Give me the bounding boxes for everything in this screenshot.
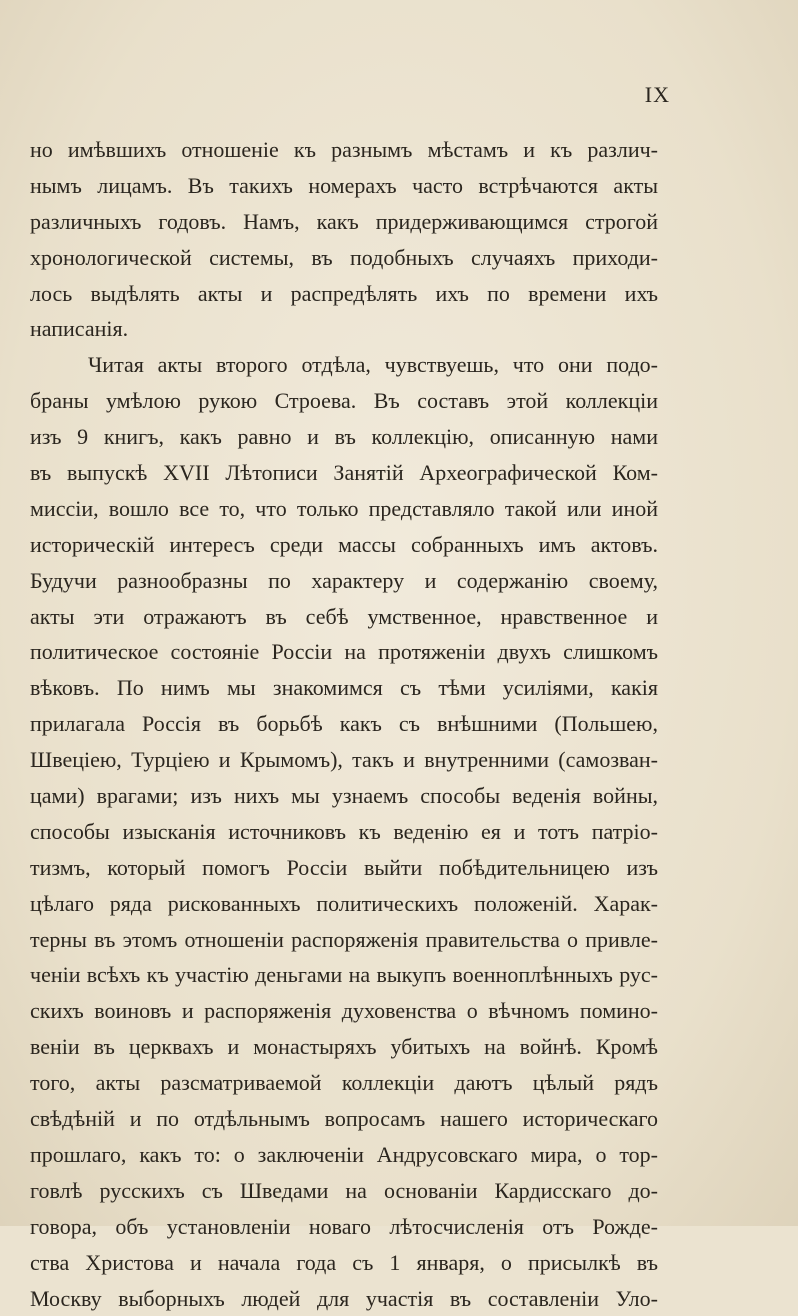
- text-line: прошлаго, какъ то: о заключеніи Андрусовскаго мира, о тор-: [30, 1137, 658, 1173]
- text-line: Москву выборныхъ людей для участія въ составленіи Уло-: [30, 1281, 658, 1316]
- text-line: ченіи всѣхъ къ участію деньгами на выкупъ военноплѣнныхъ рус-: [30, 957, 658, 993]
- paragraph-start-line: Читая акты второго отдѣла, чувствуешь, что они подо-: [30, 347, 658, 383]
- text-line: написанія.: [30, 311, 658, 347]
- text-line: вѣковъ. По нимъ мы знакомимся съ тѣми усиліями, какія: [30, 670, 658, 706]
- page-number: IX: [645, 82, 670, 108]
- text-line: того, акты разсматриваемой коллекціи даютъ цѣлый рядъ: [30, 1065, 658, 1101]
- text-line: скихъ воиновъ и распоряженія духовенства о вѣчномъ помино-: [30, 993, 658, 1029]
- text-line: ства Христова и начала года съ 1 января, о присылкѣ въ: [30, 1245, 658, 1281]
- text-line: Швеціею, Турціею и Крымомъ), такъ и внутренними (самозван-: [30, 742, 658, 778]
- text-line: браны умѣлою рукою Строева. Въ составъ этой коллекціи: [30, 383, 658, 419]
- text-line: веніи въ церквахъ и монастыряхъ убитыхъ на войнѣ. Кромѣ: [30, 1029, 658, 1065]
- text-line: прилагала Россія въ борьбѣ какъ съ внѣшними (Польшею,: [30, 706, 658, 742]
- text-line: Будучи разнообразны по характеру и содержанію своему,: [30, 563, 658, 599]
- text-line: историческій интересъ среди массы собранныхъ имъ актовъ.: [30, 527, 658, 563]
- text-line: политическое состояніе Россіи на протяженіи двухъ слишкомъ: [30, 634, 658, 670]
- body-text: [30, 132, 658, 1316]
- text-line: лось выдѣлять акты и распредѣлять ихъ по времени ихъ: [30, 276, 658, 312]
- text-line: цѣлаго ряда рискованныхъ политическихъ положеній. Харак-: [30, 886, 658, 922]
- text-line: нымъ лицамъ. Въ такихъ номерахъ часто встрѣчаются акты: [30, 168, 658, 204]
- text-line: говора, объ установленіи новаго лѣтосчисленія отъ Рожде-: [30, 1209, 658, 1245]
- text-line: миссіи, вошло все то, что только представляло такой или иной: [30, 491, 658, 527]
- text-line: изъ 9 книгъ, какъ равно и въ коллекцію, описанную нами: [30, 419, 658, 455]
- text-line: тизмъ, который помогъ Россіи выйти побѣдительницею изъ: [30, 850, 658, 886]
- text-line: цами) врагами; изъ нихъ мы узнаемъ способы веденія войны,: [30, 778, 658, 814]
- text-line: различныхъ годовъ. Намъ, какъ придерживающимся строгой: [30, 204, 658, 240]
- text-line: свѣдѣній и по отдѣльнымъ вопросамъ нашего историческаго: [30, 1101, 658, 1137]
- text-line: говлѣ русскихъ съ Шведами на основаніи Кардисскаго до-: [30, 1173, 658, 1209]
- text-line: акты эти отражаютъ въ себѣ умственное, нравственное и: [30, 599, 658, 635]
- text-line: терны въ этомъ отношеніи распоряженія правительства о привле-: [30, 922, 658, 958]
- text-line: но имѣвшихъ отношеніе къ разнымъ мѣстамъ и къ различ-: [30, 132, 658, 168]
- text-line: въ выпускѣ XVII Лѣтописи Занятій Археографической Ком-: [30, 455, 658, 491]
- text-line: способы изысканія источниковъ къ веденію ея и тотъ патріо-: [30, 814, 658, 850]
- text-line: хронологической системы, въ подобныхъ случаяхъ приходи-: [30, 240, 658, 276]
